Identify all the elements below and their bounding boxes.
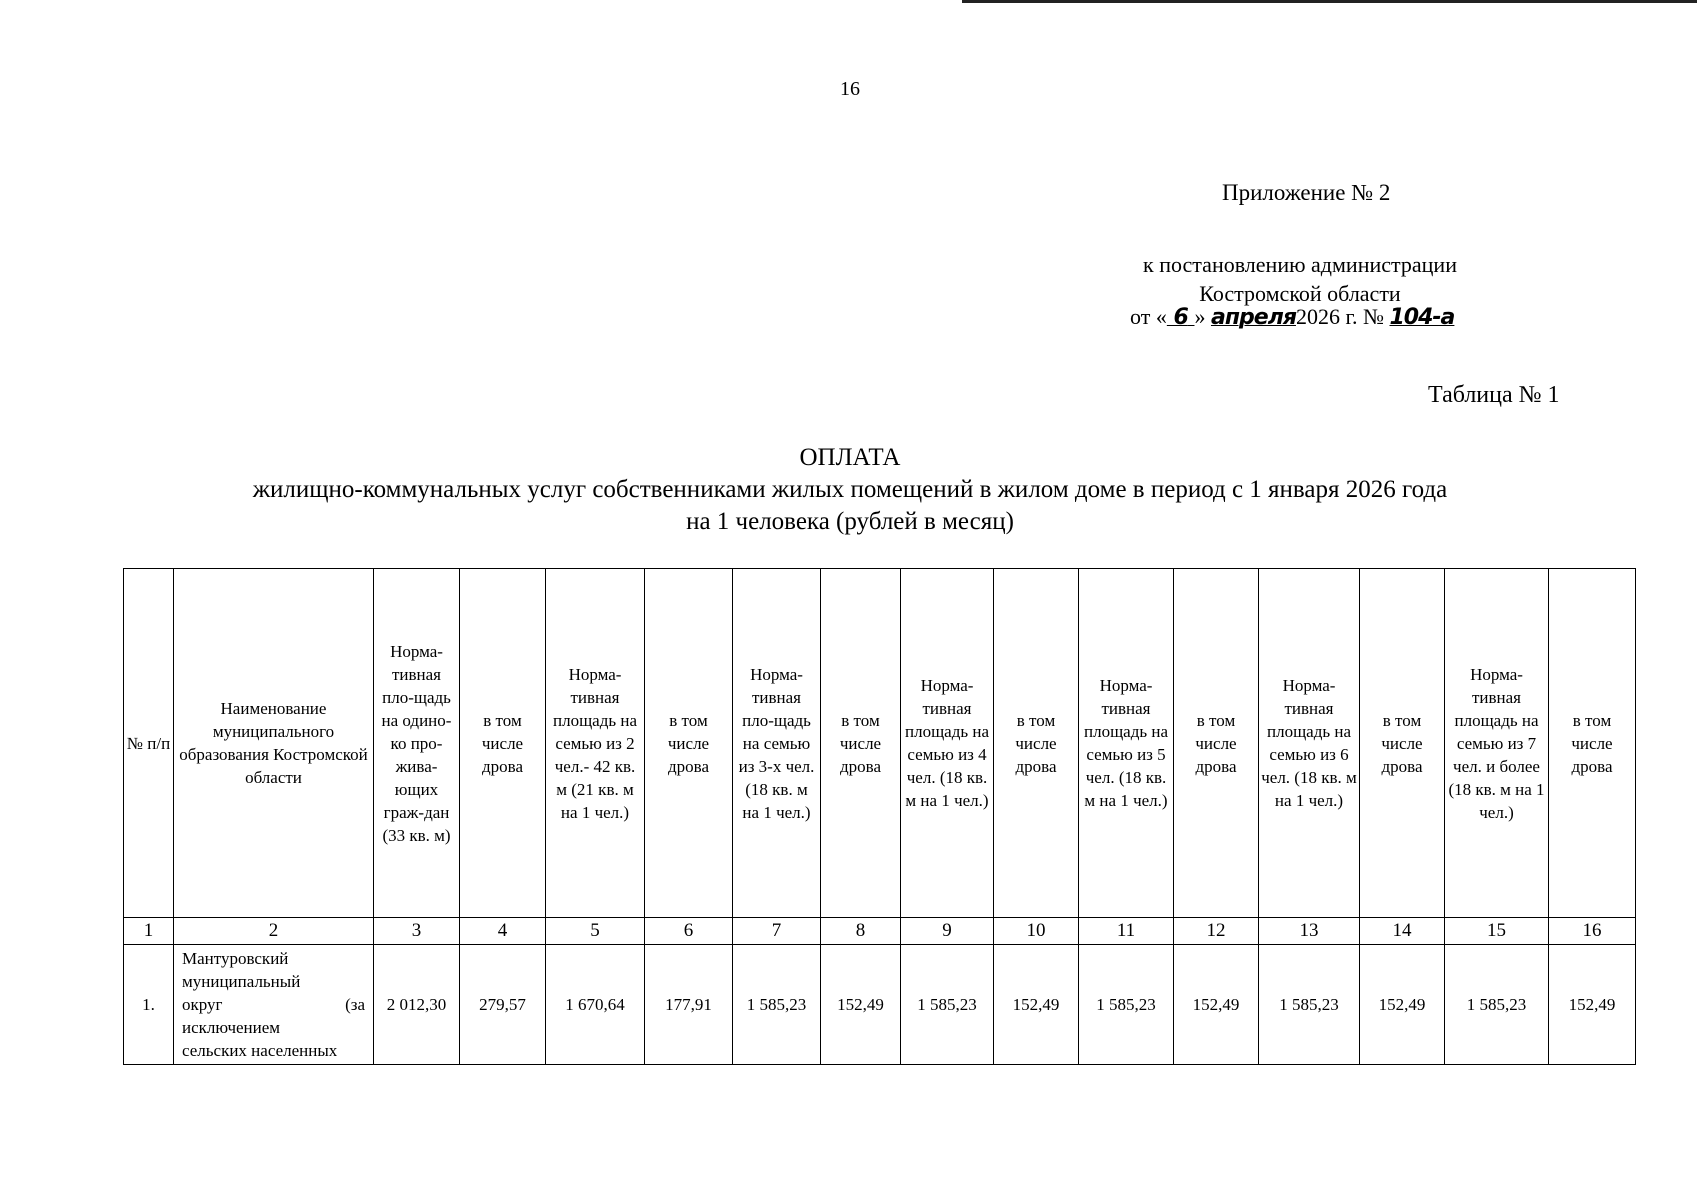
date-prefix: от « — [1130, 304, 1167, 329]
column-number: 12 — [1174, 918, 1259, 945]
header-cell: Норма-тивная площадь на семью из 4 чел. (18 кв. м на 1 чел.) — [901, 569, 994, 918]
header-cell: в том числе дрова — [821, 569, 901, 918]
column-number-row — [124, 918, 1636, 945]
header-cell: Норма-тивная площадь на семью из 7 чел. и более (18 кв. м на 1 чел.) — [1445, 569, 1549, 918]
date-day: 6 — [1173, 305, 1188, 330]
decree-line-1: к постановлению администрации — [1143, 252, 1457, 277]
date-month-handwritten: апреля — [1210, 305, 1296, 330]
header-cell: Норма-тивная пло-щадь на одино-ко про-жива-ющих граж-дан (33 кв. м) — [374, 569, 460, 918]
decree-number-handwritten: 104-а — [1389, 305, 1455, 330]
municipality-name — [174, 945, 374, 1065]
column-number: 6 — [645, 918, 733, 945]
value-cell: 177,91 — [645, 945, 733, 1065]
header-cell: в том числе дрова — [645, 569, 733, 918]
heading-title: ОПЛАТА — [799, 444, 901, 471]
column-number: 14 — [1360, 918, 1445, 945]
header-cell: в том числе дрова — [1360, 569, 1445, 918]
date-day-handwritten — [1167, 305, 1195, 330]
table-row — [124, 945, 1636, 1065]
decree-reference — [1135, 250, 1465, 308]
table-number: Таблица № 1 — [1428, 382, 1560, 408]
value-cell: 2 012,30 — [374, 945, 460, 1065]
column-number: 16 — [1549, 918, 1636, 945]
header-cell: в том числе дрова — [460, 569, 546, 918]
column-number: 1 — [124, 918, 174, 945]
name-line: исключением — [182, 1018, 281, 1037]
column-number: 7 — [733, 918, 821, 945]
header-cell: № п/п — [124, 569, 174, 918]
annex-title: Приложение № 2 — [1222, 180, 1391, 205]
value-cell: 1 585,23 — [733, 945, 821, 1065]
header-cell: в том числе дрова — [1174, 569, 1259, 918]
name-line: Мантуровский — [182, 949, 289, 968]
column-number: 2 — [174, 918, 374, 945]
column-number: 9 — [901, 918, 994, 945]
name-line: муниципальный — [182, 972, 301, 991]
heading-subtitle-line-1: жилищно-коммунальных услуг собственниками жилых помещений в жилом доме в период с 1 января 2026 года — [252, 476, 1448, 503]
header-cell: Норма-тивная площадь на семью из 2 чел.- 42 кв. м (21 кв. м на 1 чел.) — [546, 569, 645, 918]
payment-table — [123, 568, 1636, 1065]
column-number: 8 — [821, 918, 901, 945]
name-word: (за — [345, 995, 365, 1014]
column-number: 5 — [546, 918, 645, 945]
value-cell: 152,49 — [994, 945, 1079, 1065]
decree-line-2: Костромской области — [1199, 281, 1401, 306]
column-number: 4 — [460, 918, 546, 945]
header-cell: Норма-тивная площадь на семью из 5 чел. (18 кв. м на 1 чел.) — [1079, 569, 1174, 918]
decree-date — [1130, 304, 1454, 330]
row-number: 1. — [124, 945, 174, 1065]
top-edge-line — [962, 0, 1697, 3]
column-number: 13 — [1259, 918, 1360, 945]
value-cell: 279,57 — [460, 945, 546, 1065]
value-cell: 1 585,23 — [901, 945, 994, 1065]
column-number: 10 — [994, 918, 1079, 945]
value-cell: 1 585,23 — [1079, 945, 1174, 1065]
header-cell: Норма-тивная пло-щадь на семью из 3-х чел. (18 кв. м на 1 чел.) — [733, 569, 821, 918]
name-line-justified — [182, 993, 371, 1016]
name-word: округ — [182, 995, 223, 1014]
value-cell: 152,49 — [1174, 945, 1259, 1065]
document-heading — [120, 442, 1580, 538]
value-cell: 1 585,23 — [1259, 945, 1360, 1065]
value-cell: 152,49 — [1549, 945, 1636, 1065]
value-cell: 152,49 — [1360, 945, 1445, 1065]
column-number: 15 — [1445, 918, 1549, 945]
header-cell: Наименование муниципального образования Костромской области — [174, 569, 374, 918]
value-cell: 152,49 — [821, 945, 901, 1065]
header-cell: в том числе дрова — [994, 569, 1079, 918]
header-row — [124, 569, 1636, 918]
header-cell: Норма-тивная площадь на семью из 6 чел. (18 кв. м на 1 чел.) — [1259, 569, 1360, 918]
date-mid: » — [1194, 304, 1206, 329]
name-line: сельских населенных — [182, 1041, 338, 1060]
page-number: 16 — [840, 78, 860, 100]
value-cell: 1 585,23 — [1445, 945, 1549, 1065]
value-cell: 1 670,64 — [546, 945, 645, 1065]
date-year: 2026 г. № — [1295, 304, 1384, 329]
header-cell: в том числе дрова — [1549, 569, 1636, 918]
heading-subtitle-line-2: на 1 человека (рублей в месяц) — [686, 508, 1014, 535]
column-number: 3 — [374, 918, 460, 945]
column-number: 11 — [1079, 918, 1174, 945]
